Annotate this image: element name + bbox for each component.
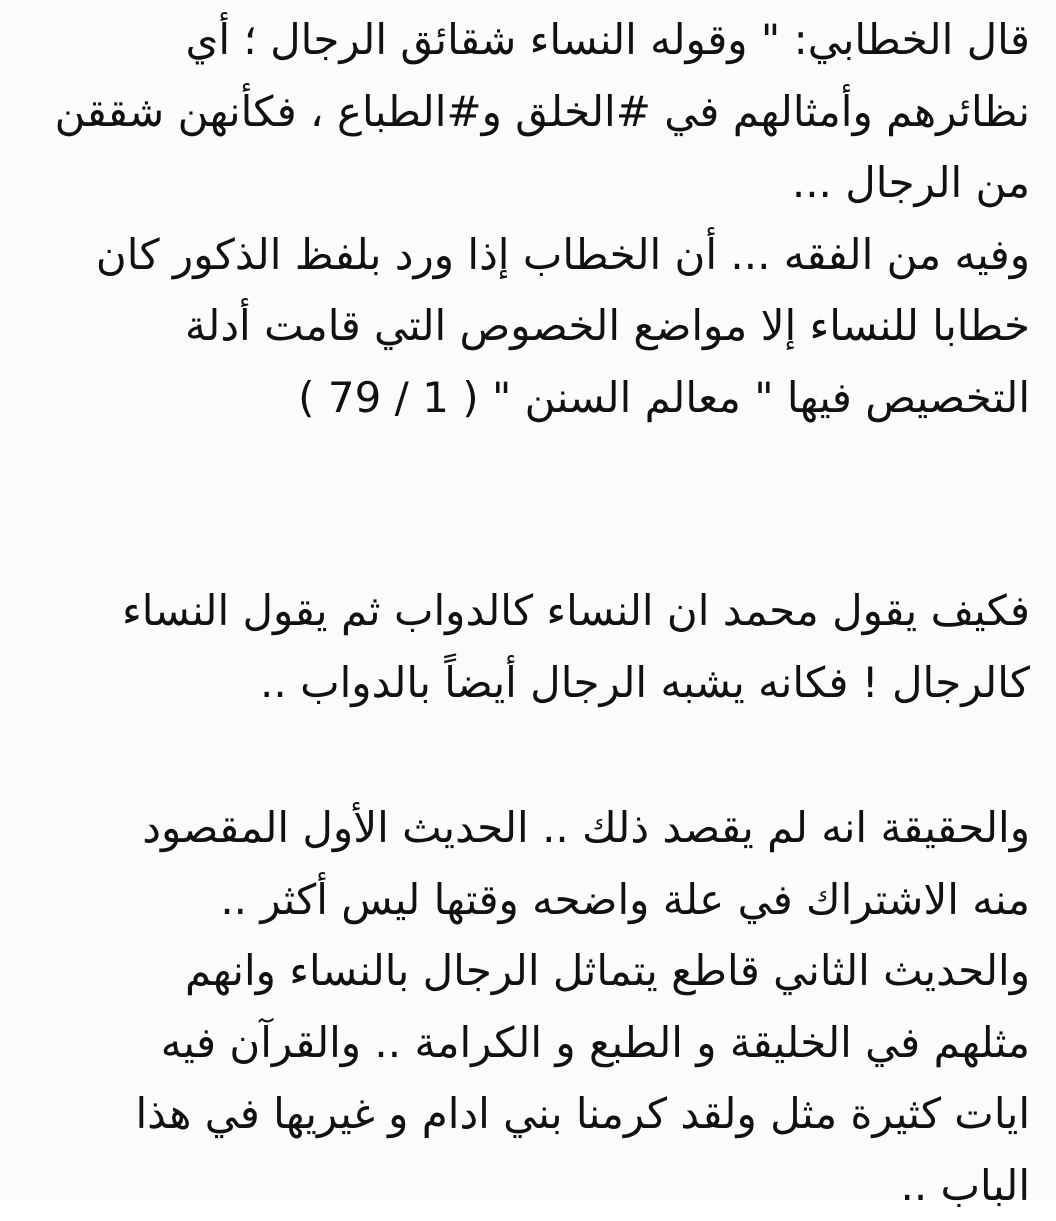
text-line: خطابا للنساء إلا مواضع الخصوص التي قامت أدلة (30, 290, 1030, 362)
text-line: قال الخطابي: " وقوله النساء شقائق الرجال ؛ أي (30, 4, 1030, 76)
text-line: كالرجال ! فكانه يشبه الرجال أيضاً بالدواب .. (30, 647, 1030, 719)
text-line: والحديث الثاني قاطع يتماثل الرجال بالنساء وانهم (30, 935, 1030, 1007)
text-line: ايات كثيرة مثل ولقد كرمنا بني ادام و غيريها في هذا (30, 1078, 1030, 1150)
text-line: التخصيص فيها " معالم السنن " ( 1 / 79 ) (30, 362, 1030, 434)
text-line: مثلهم في الخليقة و الطبع و الكرامة .. والقرآن فيه (30, 1007, 1030, 1079)
paragraph-quote (30, 4, 1030, 433)
text-line: الباب .. (30, 1150, 1030, 1221)
paragraph-question (30, 575, 1030, 718)
text-line: من الرجال ... (30, 147, 1030, 219)
text-line: والحقيقة انه لم يقصد ذلك .. الحديث الأول المقصود (30, 792, 1030, 864)
text-line: وفيه من الفقه ... أن الخطاب إذا ورد بلفظ الذكور كان (30, 219, 1030, 291)
paragraph-answer (30, 792, 1030, 1221)
text-line: فكيف يقول محمد ان النساء كالدواب ثم يقول النساء (30, 575, 1030, 647)
text-line: نظائرهم وأمثالهم في #الخلق و#الطباع ، فكأنهن شققن (30, 76, 1030, 148)
text-line: منه الاشتراك في علة واضحه وقتها ليس أكثر .. (30, 864, 1030, 936)
